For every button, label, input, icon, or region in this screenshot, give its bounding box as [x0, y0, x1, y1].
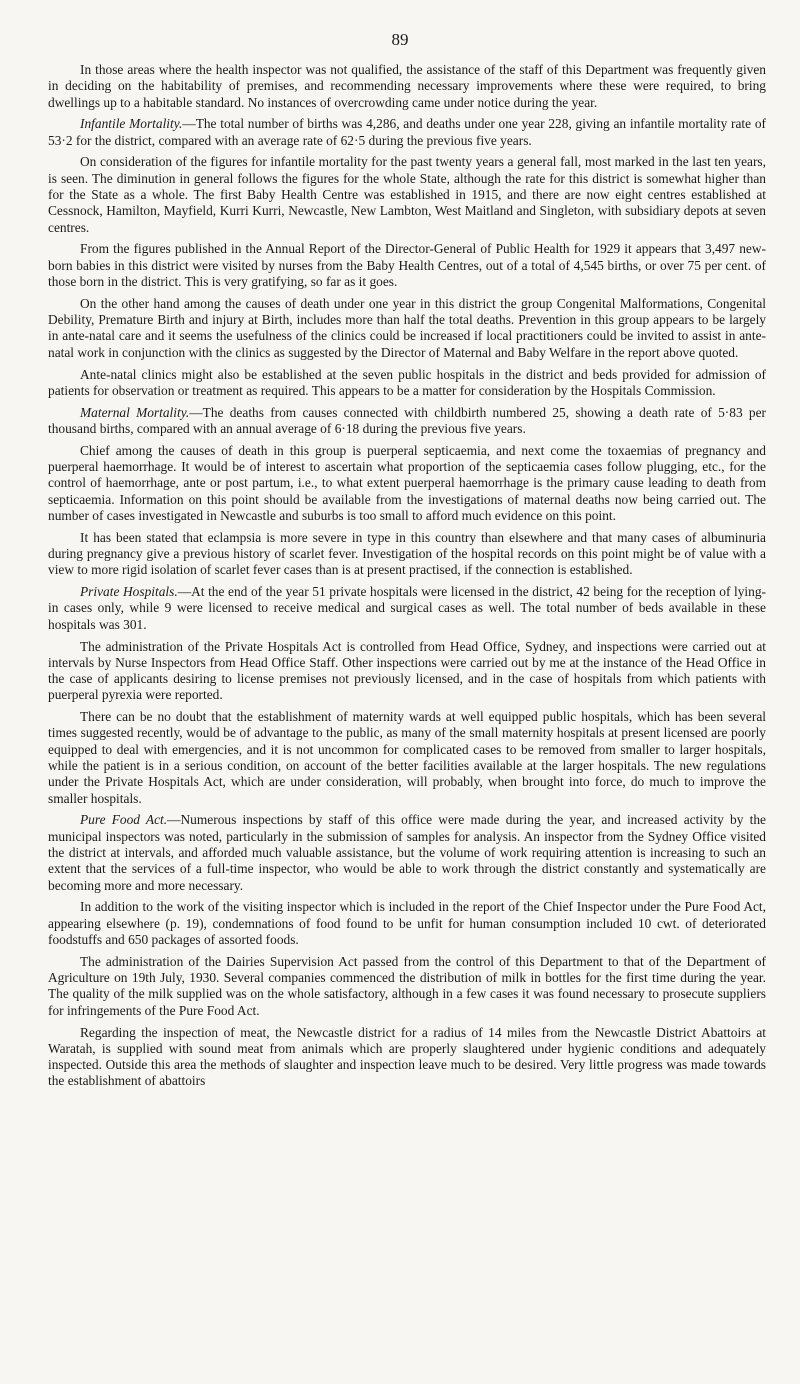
paragraph-private-hospitals: [48, 584, 766, 633]
paragraph-text: In those areas where the health inspector was not qualified, the assistance of the staff of this Department was frequently given in deciding on the habitability of premises, and recommending necessary improvements where these were required, to bring dwellings up to a habitable standard. No instances of overcrowding came under notice during the year.: [48, 62, 766, 110]
paragraph-text: There can be no doubt that the establishment of maternity wards at well equipped public hospitals, which has been several times suggested recently, would be of advantage to the public, as many of the small maternity hospitals at present licensed are poorly equipped to deal with emergencies, and it is not uncommon for complicated cases to be removed from smaller to larger hospitals, while the patient is in a serious condition, on account of the better facilities available at the larger hospitals. The new regulations under the Private Hospitals Act, which are under consideration, will probably, when brought into force, do much to improve the smaller hospitals.: [48, 709, 766, 806]
paragraph-text: In addition to the work of the visiting inspector which is included in the report of the Chief Inspector under the Pure Food Act, appearing elsewhere (p. 19), condemnations of food found to be unfit for human consumption included 10 cwt. of deteriorated foodstuffs and 650 packages of assorted foods.: [48, 899, 766, 948]
paragraph-text: —Numerous inspections by staff of this office were made during the year, and increased activity by the municipal inspectors was noted, particularly in the submission of samples for analysis. An inspector from the Sydney Office visited the district at intervals, and afforded much valuable assistance, but the volume of work requiring attention is increasing to such an extent that the services of a full-time inspector, who would be able to work through the district constantly and systematically are becoming more and more necessary.: [48, 812, 766, 893]
section-heading-private-hospitals: Private Hospitals.: [80, 584, 178, 600]
paragraph-food-condemnations: [48, 899, 766, 948]
section-heading-maternal-mortality: Maternal Mortality.: [80, 404, 190, 420]
section-heading-pure-food-act: Pure Food Act.: [80, 812, 168, 828]
paragraph-pure-food-act: [48, 812, 766, 893]
paragraph-septicaemia: [48, 443, 766, 524]
paragraph-text: Ante-natal clinics might also be established at the seven public hospitals in the district and beds provided for admission of patients for observation or treatment as required. This appears to be a matter for consideration by the Hospitals Commission.: [48, 366, 766, 398]
paragraph-text: —At the end of the year 51 private hospitals were licensed in the district, 42 being for the reception of lying-in cases only, while 9 were licensed to receive medical and surgical cases as well. The total number of beds available in these hospitals was 301.: [48, 584, 767, 632]
paragraph-text: Regarding the inspection of meat, the Newcastle district for a radius of 14 miles from the Newcastle District Abattoirs at Waratah, is supplied with sound meat from animals which are properly slaughtered under hygienic conditions and adequately inspected. Outside this area the methods of slaughter and inspection leave much to be desired. Very little progress was made towards the establishment of abattoirs: [48, 1024, 766, 1089]
paragraph-maternity-wards: [48, 709, 766, 807]
paragraph-text: It has been stated that eclampsia is more severe in type in this country than elsewhere and that many cases of albuminuria during pregnancy give a previous history of scarlet fever. Investigation of the hospital records on this point might be of value with a view to more rigid isolation of scarlet fever cases than is at present practised, if the connection is established.: [48, 529, 766, 578]
paragraph-eclampsia: [48, 530, 766, 579]
paragraph-text: The administration of the Private Hospitals Act is controlled from Head Office, Sydney, and inspections were carried out at intervals by Nurse Inspectors from Head Office Staff. Other inspections were carried out by me at the instance of the Head Office in the case of applicants desiring to license premises not previously licensed, and in the case of hospitals from which patients with puerperal pyrexia were reported.: [48, 638, 766, 703]
paragraph-infantile-mortality: [48, 116, 766, 149]
paragraph-text: On the other hand among the causes of death under one year in this district the group Congenital Malformations, Congenital Debility, Premature Birth and injury at Birth, includes more than half the total deaths. Prevention in this group appears to be largely in ante-natal care and it seems the usefulness of the clinics could be increased if local practitioners could be invited to assist in ante-natal work in conjunction with the clinics as suggested by the Director of Maternal and Baby Welfare in the report above quoted.: [48, 295, 766, 360]
report-body: [48, 62, 766, 1095]
paragraph-congenital-causes: [48, 296, 766, 361]
paragraph-text: On consideration of the figures for infantile mortality for the past twenty years a general fall, most marked in the last ten years, is seen. The diminution in general follows the figures for the whole State, although the rate for this district is somewhat higher than for the State as a whole. The first Baby Health Centre was established in 1915, and there are now eight centres established at Cessnock, Hamilton, Mayfield, Kurri Kurri, Newcastle, New Lambton, West Maitland and Singleton, with subsidiary depots at seven centres.: [48, 154, 766, 235]
section-heading-infantile-mortality: Infantile Mortality.: [80, 116, 183, 132]
paragraph-text: From the figures published in the Annual Report of the Director-General of Public Health for 1929 it appears that 3,497 new-born babies in this district were visited by nurses from the Baby Health Centres, out of a total of 4,545 births, or over 75 per cent. of those born in the district. This is very gratifying, so far as it goes.: [48, 241, 766, 290]
paragraph-text: —The deaths from causes connected with childbirth numbered 25, showing a death rate of 5·83 per thousand births, compared with an annual average of 6·18 during the previous five years.: [48, 404, 766, 436]
paragraph-ante-natal-clinics: [48, 367, 766, 400]
paragraph-housing-inspection: [48, 62, 766, 111]
page-number: 89: [391, 30, 409, 49]
paragraph-text: Chief among the causes of death in this group is puerperal septicaemia, and next come the toxaemias of pregnancy and puerperal haemorrhage. It would be of interest to ascertain what proportion of the septicaemia cases follow plugging, etc., for the control of haemorrhage, ante or post partum, i.e., to what extent puerperal haemorrhage is the primary cause leading to death from septicaemia. Information on this point should be available from the investigations of maternal deaths now being carried out. The number of cases investigated in Newcastle and suburbs is too small to afford much evidence on this point.: [48, 442, 766, 523]
paragraph-text: The administration of the Dairies Supervision Act passed from the control of this Department to that of the Department of Agriculture on 19th July, 1930. Several companies commenced the distribution of milk in bottles for the first time during the year. The quality of the milk supplied was on the whole satisfactory, although in a few cases it was found necessary to prosecute suppliers for infringements of the Pure Food Act.: [48, 953, 766, 1018]
paragraph-hospitals-administration: [48, 639, 766, 704]
paragraph-nurse-visits: [48, 241, 766, 290]
paragraph-dairies-supervision: [48, 954, 766, 1019]
paragraph-maternal-mortality: [48, 405, 766, 438]
paragraph-meat-inspection: [48, 1025, 766, 1090]
paragraph-baby-health-centres: [48, 154, 766, 235]
paragraph-text: —The total number of births was 4,286, and deaths under one year 228, giving an infantile mortality rate of 53·2 for the district, compared with an average rate of 62·5 during the previous five years.: [48, 116, 766, 148]
